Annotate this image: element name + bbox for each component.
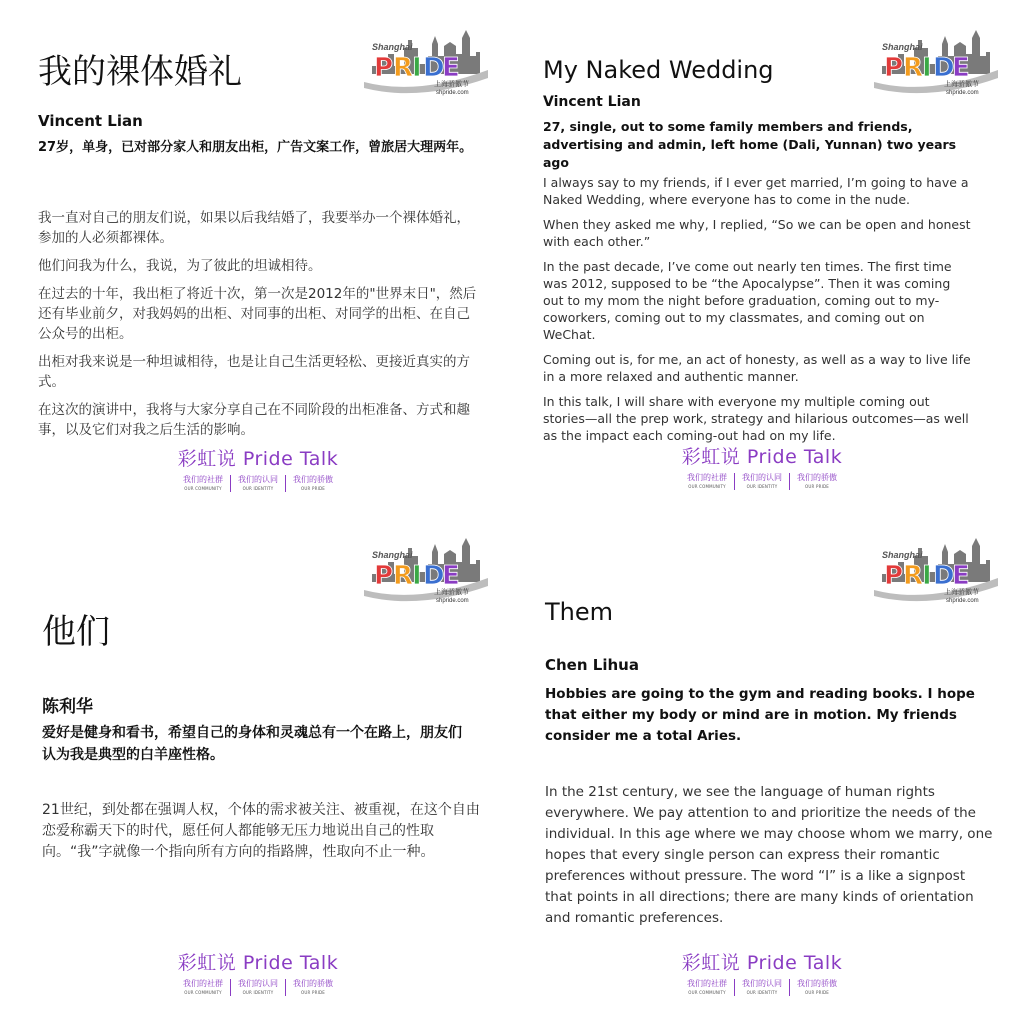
paragraph: I always say to my friends, if I ever get married, I’m going to have a Naked Wedding, where everyone has to come in the nude. — [543, 175, 969, 207]
logo-letter: E — [952, 561, 970, 591]
talk-description — [42, 800, 482, 871]
pride-talk-title: 彩虹说 Pride Talk — [177, 952, 339, 974]
tagline-cn: 我们的骄傲 — [293, 979, 333, 988]
speaker-name: Chen Lihua — [545, 656, 639, 674]
speaker-name: Vincent Lian — [543, 94, 641, 110]
talk-description — [38, 208, 478, 448]
tagline-item — [176, 979, 230, 997]
pride-talk-tagline — [158, 475, 358, 493]
tagline-cn: 我们的社群 — [183, 475, 223, 484]
logo-url-text: shpride.com — [436, 598, 469, 604]
logo-letter: R — [393, 53, 414, 83]
logo-letter: I — [922, 561, 932, 591]
logo-city-text: Shanghai — [372, 550, 413, 560]
slide-3-chinese — [0, 512, 512, 1024]
pride-talk-footer — [158, 444, 358, 493]
logo-cn-text: 上海骄傲节 — [434, 588, 469, 596]
tagline-item — [790, 979, 844, 997]
tagline-en: OUR IDENTITY — [746, 990, 778, 995]
tagline-en: OUR PRIDE — [805, 990, 829, 995]
logo-letter: R — [903, 53, 924, 83]
logo-url-text: shpride.com — [946, 598, 979, 604]
tagline-item — [286, 475, 340, 493]
paragraph: 出柜对我来说是一种坦诚相待，也是让自己生活更轻松、更接近真实的方式。 — [38, 354, 470, 390]
tagline-cn: 我们的骄傲 — [797, 473, 837, 482]
slide-title: Them — [545, 598, 614, 626]
pride-talk-tagline — [662, 473, 862, 491]
tagline-en: OUR IDENTITY — [242, 486, 274, 491]
pride-logo-graphic — [868, 534, 1002, 604]
logo-url-text: shpride.com — [946, 90, 979, 96]
talk-description — [545, 782, 993, 937]
logo-letter: D — [933, 561, 955, 591]
shanghai-pride-logo — [868, 26, 1002, 96]
tagline-item — [680, 473, 734, 491]
tagline-cn: 我们的认同 — [742, 473, 782, 482]
tagline-item — [286, 979, 340, 997]
paragraph: 我一直对自己的朋友们说，如果以后我结婚了，我要举办一个裸体婚礼，参加的人必须都裸体。 — [38, 210, 470, 246]
tagline-en: OUR COMMUNITY — [688, 484, 726, 489]
tagline-item — [231, 979, 285, 997]
speaker-bio: 27岁，单身，已对部分家人和朋友出柜，广告文案工作，曾旅居大理两年。 — [38, 140, 473, 155]
logo-letter: I — [412, 53, 422, 83]
tagline-item — [735, 473, 789, 491]
paragraph: In this talk, I will share with everyone my multiple coming out stories—all the prep work, strategy and hilarious outcomes—as well as the impact each coming-out had on my life. — [543, 394, 969, 443]
slide-4-english — [512, 512, 1024, 1024]
tagline-item — [176, 475, 230, 493]
pride-talk-tagline — [662, 979, 862, 997]
pride-talk-footer — [662, 948, 862, 997]
pride-talk-footer — [158, 948, 358, 997]
tagline-en: OUR COMMUNITY — [688, 990, 726, 995]
paragraph: 在这次的演讲中，我将与大家分享自己在不同阶段的出柜准备、方式和趣事，以及它们对我之后生活的影响。 — [38, 402, 470, 438]
logo-cn-text: 上海骄傲节 — [944, 80, 979, 88]
shanghai-pride-logo — [358, 534, 492, 604]
tagline-cn: 我们的社群 — [183, 979, 223, 988]
tagline-item — [735, 979, 789, 997]
shanghai-pride-logo — [868, 534, 1002, 604]
logo-city-text: Shanghai — [882, 42, 923, 52]
speaker-bio: Hobbies are going to the gym and reading books. I hope that either my body or mind are in motion. My friends consider me a total Aries. — [545, 686, 975, 744]
logo-letter: E — [442, 561, 460, 591]
tagline-cn: 我们的骄傲 — [797, 979, 837, 988]
logo-letter: D — [933, 53, 955, 83]
tagline-en: OUR IDENTITY — [746, 484, 778, 489]
tagline-cn: 我们的社群 — [687, 473, 727, 482]
logo-letter: P — [374, 561, 394, 591]
tagline-en: OUR IDENTITY — [242, 990, 274, 995]
logo-city-text: Shanghai — [372, 42, 413, 52]
tagline-cn: 我们的认同 — [238, 979, 278, 988]
paragraph: In the past decade, I’ve come out nearly ten times. The first time was 2012, supposed to be “the Apocalypse”. Then it was coming out to my mom the night before graduation, coming out to my-coworkers, coming out to my classmates, and coming out on WeChat. — [543, 259, 952, 342]
talk-description — [543, 174, 973, 452]
logo-letter: E — [442, 53, 460, 83]
tagline-item — [790, 473, 844, 491]
shanghai-pride-logo — [358, 26, 492, 96]
pride-talk-footer — [662, 442, 862, 491]
speaker-bio: 27, single, out to some family members and friends, advertising and admin, left home (Dali, Yunnan) two years ago — [543, 119, 957, 170]
pride-logo-graphic — [358, 26, 492, 96]
tagline-cn: 我们的认同 — [238, 475, 278, 484]
logo-city-text: Shanghai — [882, 550, 923, 560]
pride-talk-title: 彩虹说 Pride Talk — [681, 446, 843, 468]
paragraph: When they asked me why, I replied, “So we can be open and honest with each other.” — [543, 217, 971, 249]
slide-1-chinese — [0, 0, 512, 512]
pride-logo-graphic — [358, 534, 492, 604]
logo-letter: R — [903, 561, 924, 591]
pride-logo-graphic — [868, 26, 1002, 96]
tagline-en: OUR COMMUNITY — [184, 990, 222, 995]
pride-talk-title: 彩虹说 Pride Talk — [681, 952, 843, 974]
paragraph: 21世纪，到处都在强调人权，个体的需求被关注、被重视，在这个自由恋爱称霸天下的时代，愿任何人都能够无压力地说出自己的性取向。“我”字就像一个指向所有方向的指路牌，性取向不止一种。 — [42, 802, 480, 860]
speaker-name: Vincent Lian — [38, 112, 143, 130]
logo-letter: P — [884, 561, 904, 591]
tagline-en: OUR PRIDE — [301, 486, 325, 491]
slide-2-english — [512, 0, 1024, 512]
tagline-cn: 我们的认同 — [742, 979, 782, 988]
slide-title: My Naked Wedding — [543, 56, 774, 84]
tagline-item — [231, 475, 285, 493]
paragraph: 在过去的十年，我出柜了将近十次，第一次是2012年的"世界末日"，然后还有毕业前夕，对我妈妈的出柜、对同事的出柜、对同学的出柜、在自己公众号的出柜。 — [38, 286, 477, 342]
paragraph: Coming out is, for me, an act of honesty, as well as a way to live life in a more relaxed and authentic manner. — [543, 352, 971, 384]
tagline-en: OUR COMMUNITY — [184, 486, 222, 491]
logo-letter: R — [393, 561, 414, 591]
logo-letter: P — [374, 53, 394, 83]
paragraph: In the 21st century, we see the language of human rights everywhere. We pay attention to and prioritize the needs of the individual. In this age where we may choose whom we marry, one hopes that every single person can express their romantic preferences without pressure. The word “I” is a like a signpost that points in all directions; there are many kinds of orientation and romantic preferences. — [545, 784, 993, 926]
pride-talk-tagline — [158, 979, 358, 997]
logo-letter: D — [423, 53, 445, 83]
tagline-cn: 我们的骄傲 — [293, 475, 333, 484]
logo-letter: I — [922, 53, 932, 83]
speaker-bio: 爱好是健身和看书，希望自己的身体和灵魂总有一个在路上，朋友们认为我是典型的白羊座性格。 — [42, 725, 462, 763]
logo-letter: I — [412, 561, 422, 591]
speaker-name: 陈利华 — [42, 697, 93, 717]
tagline-item — [680, 979, 734, 997]
logo-cn-text: 上海骄傲节 — [944, 588, 979, 596]
tagline-en: OUR PRIDE — [301, 990, 325, 995]
logo-url-text: shpride.com — [436, 90, 469, 96]
slide-title: 我的裸体婚礼 — [38, 52, 242, 92]
pride-talk-title: 彩虹说 Pride Talk — [177, 448, 339, 470]
logo-letter: P — [884, 53, 904, 83]
logo-letter: D — [423, 561, 445, 591]
logo-letter: E — [952, 53, 970, 83]
slide-title: 他们 — [42, 612, 110, 652]
tagline-cn: 我们的社群 — [687, 979, 727, 988]
paragraph: 他们问我为什么，我说，为了彼此的坦诚相待。 — [38, 258, 322, 274]
tagline-en: OUR PRIDE — [805, 484, 829, 489]
logo-cn-text: 上海骄傲节 — [434, 80, 469, 88]
